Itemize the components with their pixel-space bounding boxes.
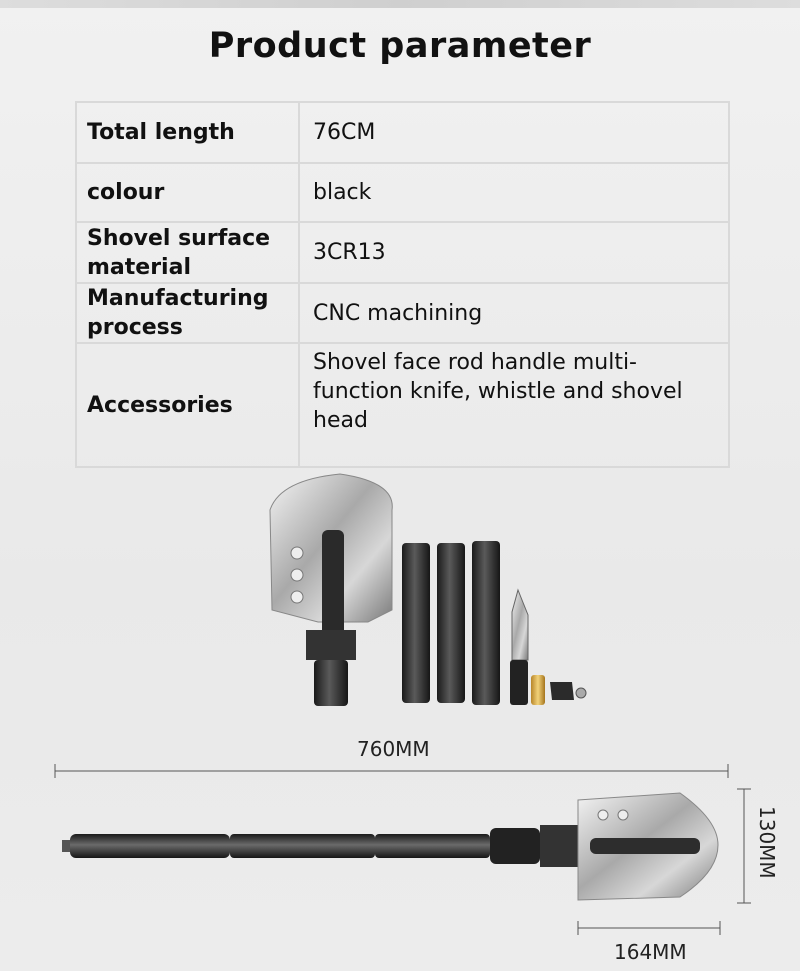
param-label: Shovel surface material	[76, 222, 299, 283]
param-value: 76CM	[299, 102, 729, 163]
page-title: Product parameter	[208, 26, 592, 66]
param-value: CNC machining	[299, 283, 729, 343]
length-dimension-line	[55, 764, 728, 778]
small-parts-image	[531, 675, 586, 705]
param-value: black	[299, 163, 729, 222]
param-label: colour	[76, 163, 299, 222]
param-value: 3CR13	[299, 222, 729, 283]
height-dimension-line	[737, 789, 751, 903]
length-label: 760MM	[357, 737, 430, 761]
param-label: Total length	[76, 102, 299, 163]
assembled-shovel-image	[62, 793, 718, 900]
width-dimension-line	[578, 921, 720, 935]
handle-rods-image	[402, 541, 500, 705]
param-value: Shovel face rod handle multi-function knife, whistle and shovel head	[299, 343, 729, 467]
width-label: 164MM	[614, 940, 687, 964]
knife-image	[510, 590, 528, 705]
param-label: Accessories	[76, 343, 299, 467]
height-label: 130MM	[755, 806, 779, 879]
param-label: Manufacturing process	[76, 283, 299, 343]
shovel-head-image	[270, 474, 392, 706]
